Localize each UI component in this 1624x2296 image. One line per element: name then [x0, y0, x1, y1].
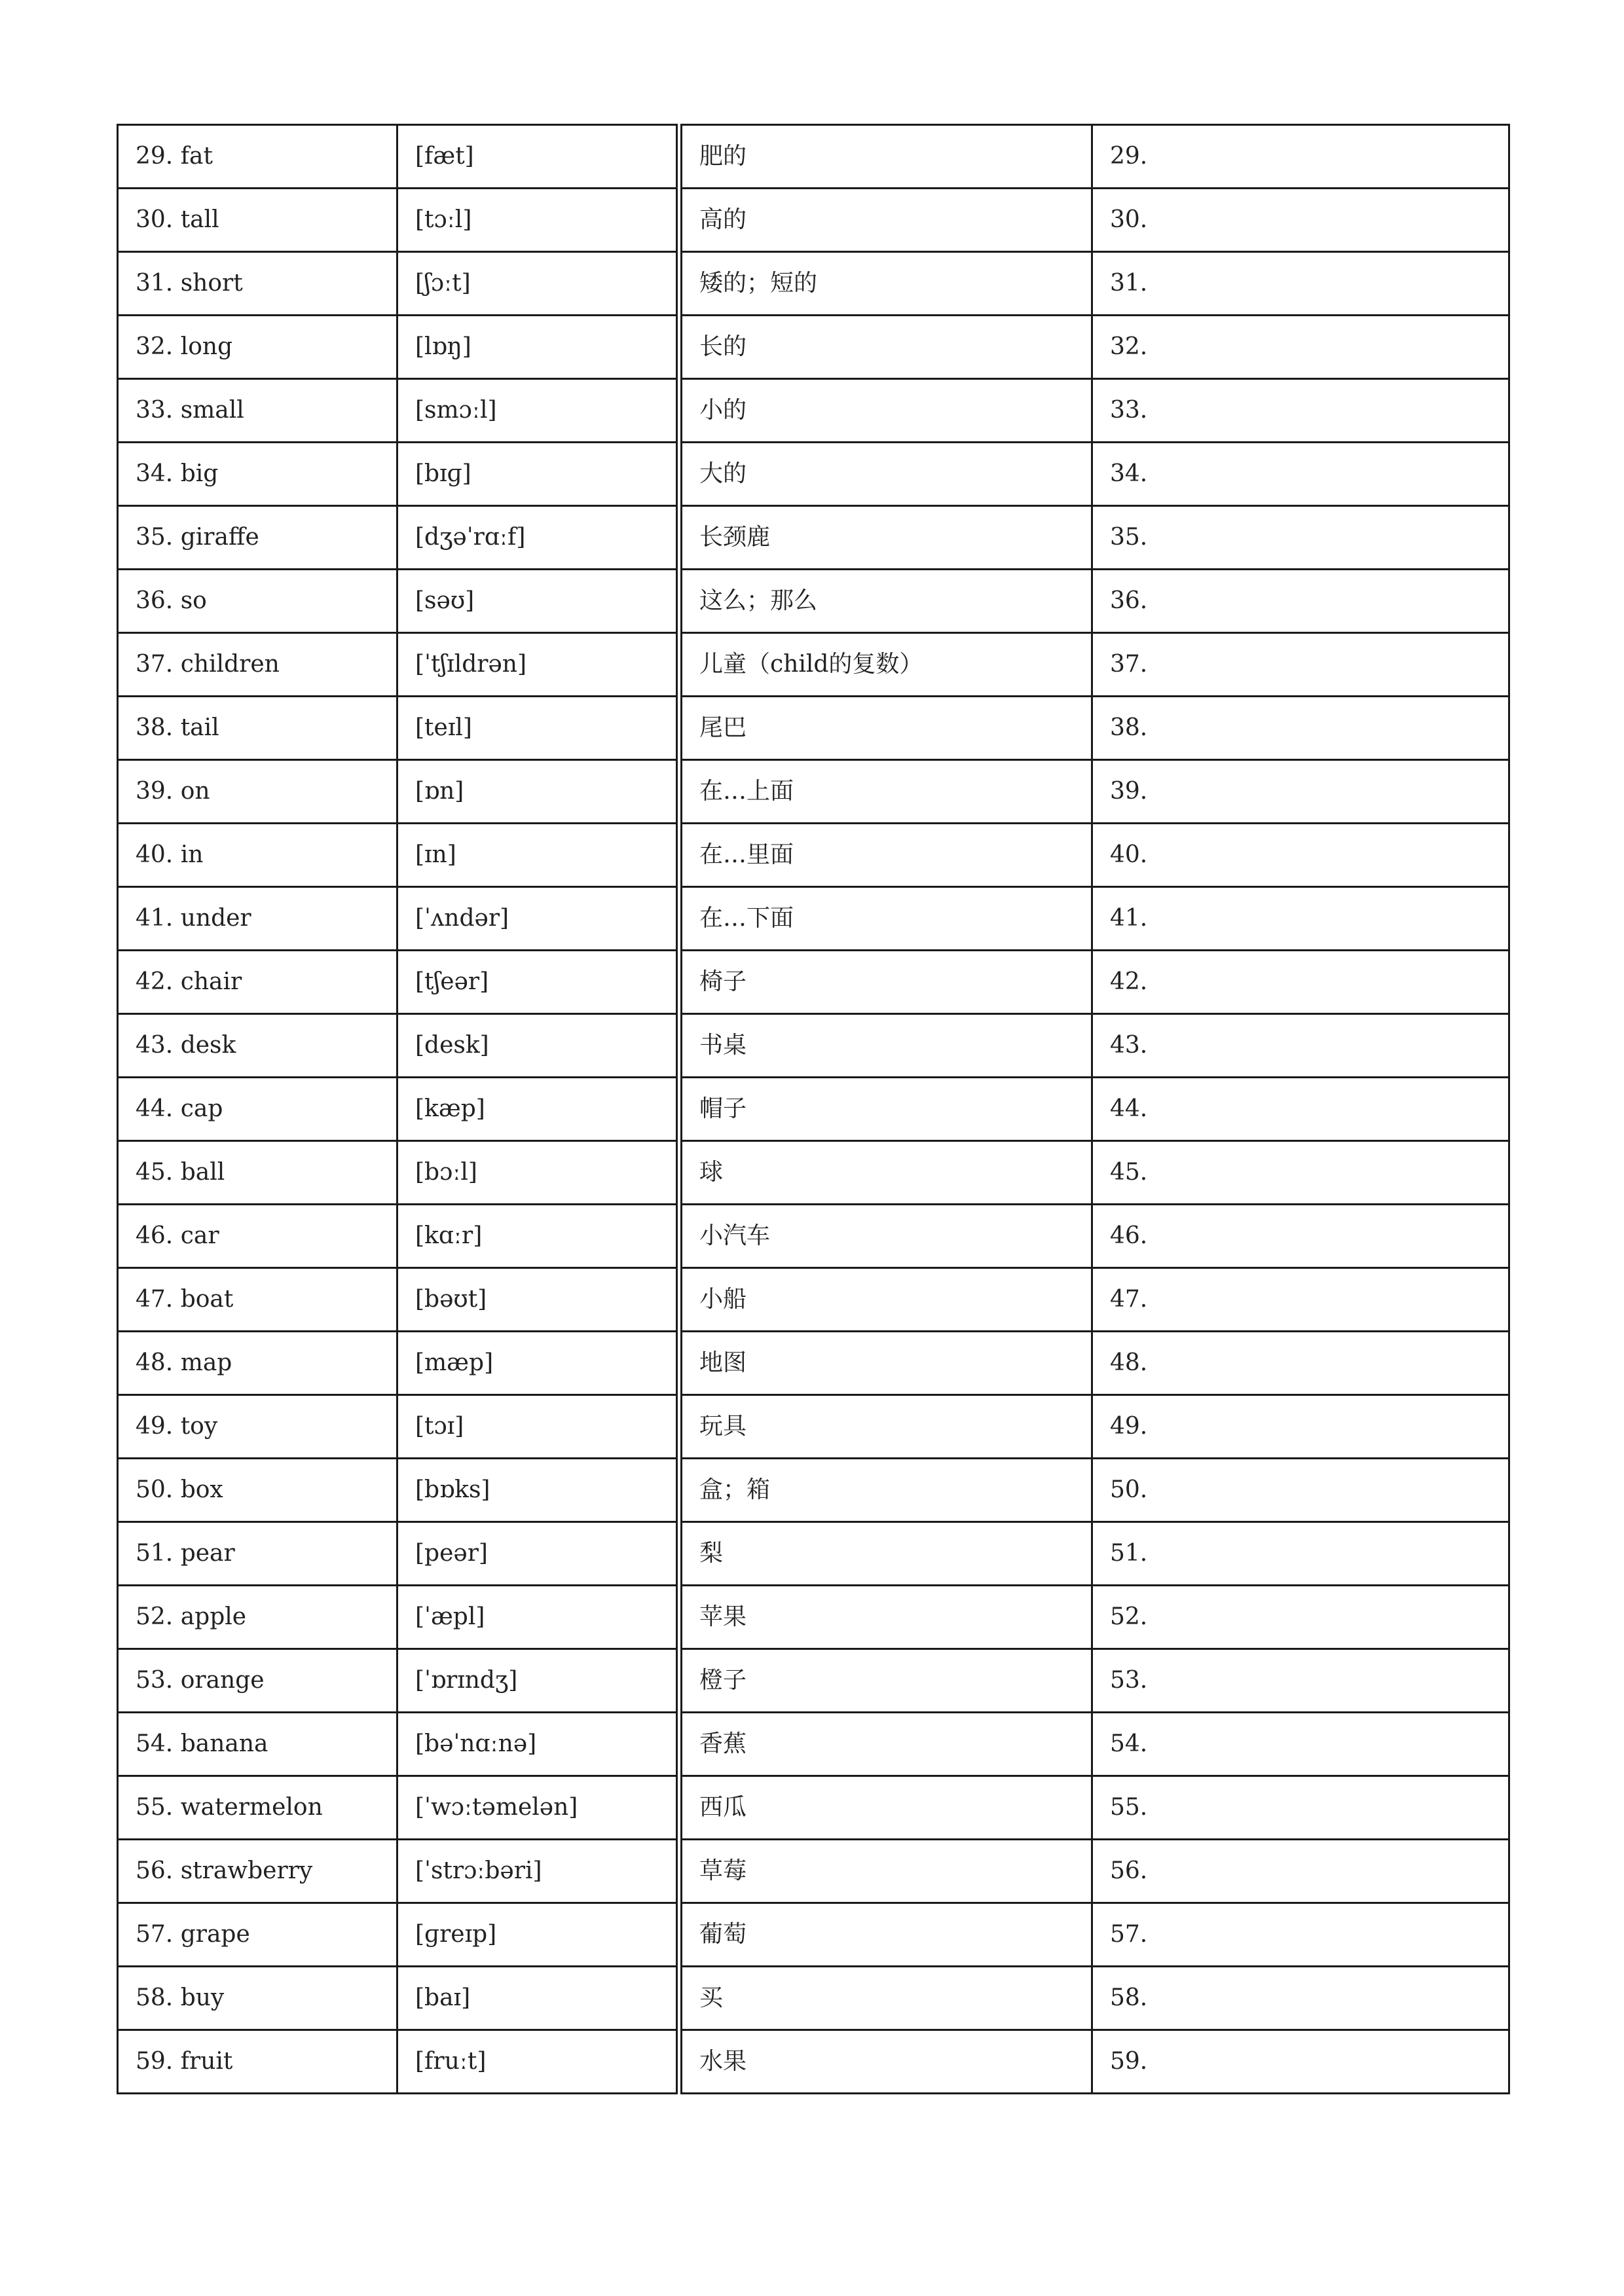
chinese-meaning-cell: 草莓	[679, 1840, 1092, 1903]
english-word-cell: 55. watermelon	[118, 1776, 397, 1840]
phonetic-cell: [smɔːl]	[397, 379, 680, 443]
chinese-meaning-cell: 在…里面	[679, 824, 1092, 887]
english-word-cell: 59. fruit	[118, 2030, 397, 2094]
english-word-cell: 30. tall	[118, 189, 397, 252]
chinese-meaning-cell: 这么；那么	[679, 570, 1092, 633]
english-word-cell: 52. apple	[118, 1586, 397, 1649]
phonetic-cell: [bɪɡ]	[397, 443, 680, 506]
phonetic-cell: [baɪ]	[397, 1967, 680, 2030]
phonetic-cell: [bɔːl]	[397, 1141, 680, 1205]
table-row	[118, 887, 1509, 951]
table-row	[118, 1586, 1509, 1649]
answer-blank-cell: 57.	[1092, 1903, 1509, 1967]
chinese-meaning-cell: 书桌	[679, 1014, 1092, 1078]
table-row	[118, 125, 1509, 189]
phonetic-cell: [teɪl]	[397, 697, 680, 760]
english-word-cell: 31. short	[118, 252, 397, 316]
english-word-cell: 48. map	[118, 1332, 397, 1395]
chinese-meaning-cell: 盒；箱	[679, 1459, 1092, 1522]
chinese-meaning-cell: 西瓜	[679, 1776, 1092, 1840]
chinese-meaning-cell: 玩具	[679, 1395, 1092, 1459]
phonetic-cell: [ɪn]	[397, 824, 680, 887]
answer-blank-cell: 33.	[1092, 379, 1509, 443]
chinese-meaning-cell: 帽子	[679, 1078, 1092, 1141]
table-row	[118, 951, 1509, 1014]
english-word-cell: 57. grape	[118, 1903, 397, 1967]
table-row	[118, 1332, 1509, 1395]
vocabulary-table-body	[118, 125, 1509, 2094]
answer-blank-cell: 53.	[1092, 1649, 1509, 1713]
chinese-meaning-cell: 矮的；短的	[679, 252, 1092, 316]
english-word-cell: 40. in	[118, 824, 397, 887]
answer-blank-cell: 58.	[1092, 1967, 1509, 2030]
chinese-meaning-cell: 买	[679, 1967, 1092, 2030]
chinese-meaning-cell: 在…下面	[679, 887, 1092, 951]
answer-blank-cell: 56.	[1092, 1840, 1509, 1903]
table-row	[118, 1649, 1509, 1713]
chinese-meaning-cell: 橙子	[679, 1649, 1092, 1713]
phonetic-cell: [peər]	[397, 1522, 680, 1586]
table-row	[118, 443, 1509, 506]
english-word-cell: 58. buy	[118, 1967, 397, 2030]
chinese-meaning-cell: 小汽车	[679, 1205, 1092, 1268]
phonetic-cell: [desk]	[397, 1014, 680, 1078]
table-row	[118, 379, 1509, 443]
english-word-cell: 56. strawberry	[118, 1840, 397, 1903]
answer-blank-cell: 36.	[1092, 570, 1509, 633]
phonetic-cell: [ˈɒrɪndʒ]	[397, 1649, 680, 1713]
phonetic-cell: [ˈæpl]	[397, 1586, 680, 1649]
phonetic-cell: [tɔːl]	[397, 189, 680, 252]
phonetic-cell: [ɒn]	[397, 760, 680, 824]
answer-blank-cell: 48.	[1092, 1332, 1509, 1395]
english-word-cell: 29. fat	[118, 125, 397, 189]
answer-blank-cell: 40.	[1092, 824, 1509, 887]
chinese-meaning-cell: 高的	[679, 189, 1092, 252]
phonetic-cell: [dʒəˈrɑːf]	[397, 506, 680, 570]
table-row	[118, 2030, 1509, 2094]
chinese-meaning-cell: 长颈鹿	[679, 506, 1092, 570]
table-row	[118, 506, 1509, 570]
answer-blank-cell: 38.	[1092, 697, 1509, 760]
chinese-meaning-cell: 长的	[679, 316, 1092, 379]
chinese-meaning-cell: 肥的	[679, 125, 1092, 189]
table-row	[118, 760, 1509, 824]
answer-blank-cell: 41.	[1092, 887, 1509, 951]
answer-blank-cell: 39.	[1092, 760, 1509, 824]
table-row	[118, 1903, 1509, 1967]
table-row	[118, 1713, 1509, 1776]
vocabulary-table	[117, 124, 1510, 2094]
english-word-cell: 36. so	[118, 570, 397, 633]
table-row	[118, 316, 1509, 379]
answer-blank-cell: 45.	[1092, 1141, 1509, 1205]
answer-blank-cell: 43.	[1092, 1014, 1509, 1078]
chinese-meaning-cell: 尾巴	[679, 697, 1092, 760]
answer-blank-cell: 32.	[1092, 316, 1509, 379]
english-word-cell: 43. desk	[118, 1014, 397, 1078]
chinese-meaning-cell: 苹果	[679, 1586, 1092, 1649]
table-row	[118, 1078, 1509, 1141]
phonetic-cell: [ˈʌndər]	[397, 887, 680, 951]
answer-blank-cell: 52.	[1092, 1586, 1509, 1649]
table-row	[118, 1522, 1509, 1586]
english-word-cell: 34. big	[118, 443, 397, 506]
phonetic-cell: [ɡreɪp]	[397, 1903, 680, 1967]
table-row	[118, 1840, 1509, 1903]
chinese-meaning-cell: 球	[679, 1141, 1092, 1205]
phonetic-cell: [tʃeər]	[397, 951, 680, 1014]
phonetic-cell: [mæp]	[397, 1332, 680, 1395]
table-row	[118, 824, 1509, 887]
answer-blank-cell: 31.	[1092, 252, 1509, 316]
english-word-cell: 46. car	[118, 1205, 397, 1268]
chinese-meaning-cell: 小船	[679, 1268, 1092, 1332]
answer-blank-cell: 44.	[1092, 1078, 1509, 1141]
table-row	[118, 1268, 1509, 1332]
phonetic-cell: [səʊ]	[397, 570, 680, 633]
table-row	[118, 570, 1509, 633]
answer-blank-cell: 42.	[1092, 951, 1509, 1014]
phonetic-cell: [kæp]	[397, 1078, 680, 1141]
chinese-meaning-cell: 地图	[679, 1332, 1092, 1395]
phonetic-cell: [fæt]	[397, 125, 680, 189]
phonetic-cell: [lɒŋ]	[397, 316, 680, 379]
answer-blank-cell: 34.	[1092, 443, 1509, 506]
english-word-cell: 33. small	[118, 379, 397, 443]
answer-blank-cell: 54.	[1092, 1713, 1509, 1776]
phonetic-cell: [kɑːr]	[397, 1205, 680, 1268]
phonetic-cell: [tɔɪ]	[397, 1395, 680, 1459]
answer-blank-cell: 59.	[1092, 2030, 1509, 2094]
chinese-meaning-cell: 香蕉	[679, 1713, 1092, 1776]
answer-blank-cell: 30.	[1092, 189, 1509, 252]
table-row	[118, 1776, 1509, 1840]
english-word-cell: 49. toy	[118, 1395, 397, 1459]
phonetic-cell: [ˈstrɔːbəri]	[397, 1840, 680, 1903]
answer-blank-cell: 37.	[1092, 633, 1509, 697]
chinese-meaning-cell: 梨	[679, 1522, 1092, 1586]
answer-blank-cell: 46.	[1092, 1205, 1509, 1268]
table-row	[118, 252, 1509, 316]
chinese-meaning-cell: 椅子	[679, 951, 1092, 1014]
phonetic-cell: [bɒks]	[397, 1459, 680, 1522]
phonetic-cell: [ˈtʃɪldrən]	[397, 633, 680, 697]
chinese-meaning-cell: 水果	[679, 2030, 1092, 2094]
answer-blank-cell: 55.	[1092, 1776, 1509, 1840]
english-word-cell: 45. ball	[118, 1141, 397, 1205]
table-row	[118, 697, 1509, 760]
english-word-cell: 42. chair	[118, 951, 397, 1014]
phonetic-cell: [bəˈnɑːnə]	[397, 1713, 680, 1776]
answer-blank-cell: 49.	[1092, 1395, 1509, 1459]
table-row	[118, 1395, 1509, 1459]
english-word-cell: 54. banana	[118, 1713, 397, 1776]
english-word-cell: 53. orange	[118, 1649, 397, 1713]
table-row	[118, 1205, 1509, 1268]
chinese-meaning-cell: 大的	[679, 443, 1092, 506]
english-word-cell: 51. pear	[118, 1522, 397, 1586]
answer-blank-cell: 51.	[1092, 1522, 1509, 1586]
phonetic-cell: [fruːt]	[397, 2030, 680, 2094]
answer-blank-cell: 29.	[1092, 125, 1509, 189]
english-word-cell: 39. on	[118, 760, 397, 824]
english-word-cell: 50. box	[118, 1459, 397, 1522]
english-word-cell: 32. long	[118, 316, 397, 379]
chinese-meaning-cell: 葡萄	[679, 1903, 1092, 1967]
english-word-cell: 47. boat	[118, 1268, 397, 1332]
phonetic-cell: [ʃɔːt]	[397, 252, 680, 316]
answer-blank-cell: 47.	[1092, 1268, 1509, 1332]
phonetic-cell: [bəʊt]	[397, 1268, 680, 1332]
english-word-cell: 38. tail	[118, 697, 397, 760]
chinese-meaning-cell: 小的	[679, 379, 1092, 443]
chinese-meaning-cell: 在…上面	[679, 760, 1092, 824]
table-row	[118, 633, 1509, 697]
answer-blank-cell: 35.	[1092, 506, 1509, 570]
table-row	[118, 189, 1509, 252]
phonetic-cell: [ˈwɔːtəmelən]	[397, 1776, 680, 1840]
english-word-cell: 35. giraffe	[118, 506, 397, 570]
english-word-cell: 41. under	[118, 887, 397, 951]
english-word-cell: 37. children	[118, 633, 397, 697]
chinese-meaning-cell: 儿童（child的复数）	[679, 633, 1092, 697]
table-row	[118, 1967, 1509, 2030]
table-row	[118, 1014, 1509, 1078]
table-row	[118, 1141, 1509, 1205]
table-row	[118, 1459, 1509, 1522]
english-word-cell: 44. cap	[118, 1078, 397, 1141]
answer-blank-cell: 50.	[1092, 1459, 1509, 1522]
